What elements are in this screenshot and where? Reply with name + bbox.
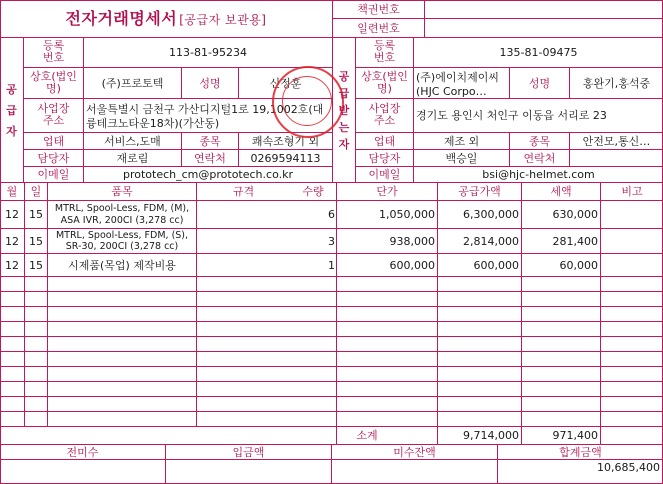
supplier-business-item: 쾌속조형기 외 <box>251 134 320 148</box>
col-header-spec: 규격 <box>232 185 255 198</box>
row-day: 15 <box>29 258 43 272</box>
total-amount: 10,685,400 <box>597 460 660 474</box>
supplier-email: prototech_cm@prototech.co.kr <box>122 168 293 181</box>
supplier-address: 서울특별시 금천구 가산디지털1로 19,1002호(대륭테크노타운18차)(가산동) <box>86 103 324 130</box>
title-copy-type: [공급자 보관용] <box>179 13 267 27</box>
supplier-business-type: 서비스,도매 <box>104 134 161 148</box>
buyer-address: 경기도 용인시 처인구 이동읍 서리로 23 <box>416 109 607 122</box>
row-item: MTRL, Spool-Less, FDM, (M), ASA IVR, 200CI (3,278 cc) <box>54 203 190 226</box>
unpaid <box>332 460 497 483</box>
buyer-reg-no-label: 등록번호 <box>373 39 396 64</box>
buyer-business-item: 안전모,통신… <box>582 134 651 148</box>
supplier-ceo: 신정훈 <box>269 76 302 90</box>
buyer-phone <box>570 150 663 166</box>
document-title <box>0 1 332 37</box>
row-note <box>601 229 663 253</box>
buyer-reg-no: 135-81-09475 <box>499 46 578 59</box>
received-label: 입금액 <box>232 445 265 459</box>
row-tax: 281,400 <box>552 234 598 248</box>
row-item: MTRL, Spool-Less, FDM, (S), SR-30, 200CI (3,278 cc) <box>55 230 189 252</box>
subtotal-label: 소계 <box>356 429 378 442</box>
supplier-email-label: 이메일 <box>37 168 70 181</box>
col-header-unit-price: 단가 <box>376 185 398 198</box>
row-supply: 600,000 <box>473 258 519 272</box>
col-header-day: 일 <box>30 185 42 198</box>
serial-no-label: 일련번호 <box>357 21 400 35</box>
row-supply: 6,300,000 <box>463 208 519 221</box>
supplier-phone: 0269594113 <box>250 151 321 165</box>
row-month: 12 <box>5 234 19 248</box>
buyer-address-label: 사업장주소 <box>368 102 401 127</box>
col-header-item: 품목 <box>111 185 133 198</box>
subtotal-tax: 971,400 <box>552 429 598 442</box>
supplier-manager: 재로림 <box>116 151 149 165</box>
row-day: 15 <box>29 234 43 248</box>
supplier-manager-label: 담당자 <box>37 151 70 165</box>
buyer-business-type-label: 업태 <box>373 134 396 148</box>
supplier-reg-no-label: 등록번호 <box>42 39 65 64</box>
total-label: 합계금액 <box>559 445 602 459</box>
supplier-company-label: 상호(법인명) <box>30 70 77 95</box>
supplier-reg-no: 113-81-95234 <box>169 46 247 59</box>
supplier-side-label: 공 급 자 <box>6 82 17 138</box>
row-unit-price: 1,050,000 <box>379 208 435 221</box>
buyer-business-type: 제조 외 <box>443 134 480 148</box>
buyer-company: (주)에이치제이씨(HJC Corpo… <box>416 71 499 98</box>
buyer-ceo: 홍완기,홍석중 <box>582 76 651 90</box>
row-tax: 630,000 <box>552 208 598 221</box>
col-header-supply: 공급가액 <box>458 185 501 198</box>
received <box>166 460 331 483</box>
col-header-note: 비고 <box>621 185 643 198</box>
col-header-qty: 수량 <box>302 185 324 198</box>
prev-balance-label: 전미수 <box>66 445 99 459</box>
buyer-ceo-label: 성명 <box>528 76 551 90</box>
subtotal-supply: 9,714,000 <box>463 429 519 442</box>
title-text: 전자거래명세서 <box>65 9 178 28</box>
row-qty: 1 <box>328 258 335 272</box>
row-note <box>601 201 663 228</box>
buyer-phone-label: 연락처 <box>523 151 556 165</box>
book-no-label: 책권번호 <box>357 3 400 16</box>
buyer-manager: 백승일 <box>445 151 478 165</box>
row-unit-price: 600,000 <box>389 258 435 272</box>
buyer-email: bsi@hjc-helmet.com <box>482 168 595 181</box>
buyer-email-label: 이메일 <box>368 168 401 181</box>
row-day: 15 <box>29 208 43 221</box>
supplier-ceo-label: 성명 <box>199 76 221 90</box>
row-qty: 6 <box>328 208 335 221</box>
buyer-business-item-label: 종목 <box>528 134 551 148</box>
supplier-business-item-label: 종목 <box>199 134 221 148</box>
supplier-address-label: 사업장주소 <box>37 102 70 127</box>
row-item: 시제품(목업) 제작비용 <box>68 258 176 272</box>
col-header-tax: 세액 <box>550 185 572 198</box>
row-unit-price: 938,000 <box>389 234 435 248</box>
prev-balance <box>0 460 165 483</box>
row-qty: 3 <box>328 234 335 248</box>
row-month: 12 <box>5 258 19 272</box>
row-tax: 60,000 <box>559 258 598 272</box>
supplier-phone-label: 연락처 <box>194 151 226 165</box>
supplier-company: (주)프로토텍 <box>101 76 164 90</box>
buyer-side-label: 공 급 받 는 자 <box>338 69 350 151</box>
supplier-business-type-label: 업태 <box>42 134 65 148</box>
row-month: 12 <box>5 208 19 221</box>
row-note <box>601 254 663 276</box>
row-supply: 2,814,000 <box>463 234 519 248</box>
col-header-month: 월 <box>6 185 18 198</box>
unpaid-label: 미수잔액 <box>393 445 436 459</box>
buyer-manager-label: 담당자 <box>368 151 401 165</box>
buyer-company-label: 상호(법인명) <box>361 70 408 95</box>
